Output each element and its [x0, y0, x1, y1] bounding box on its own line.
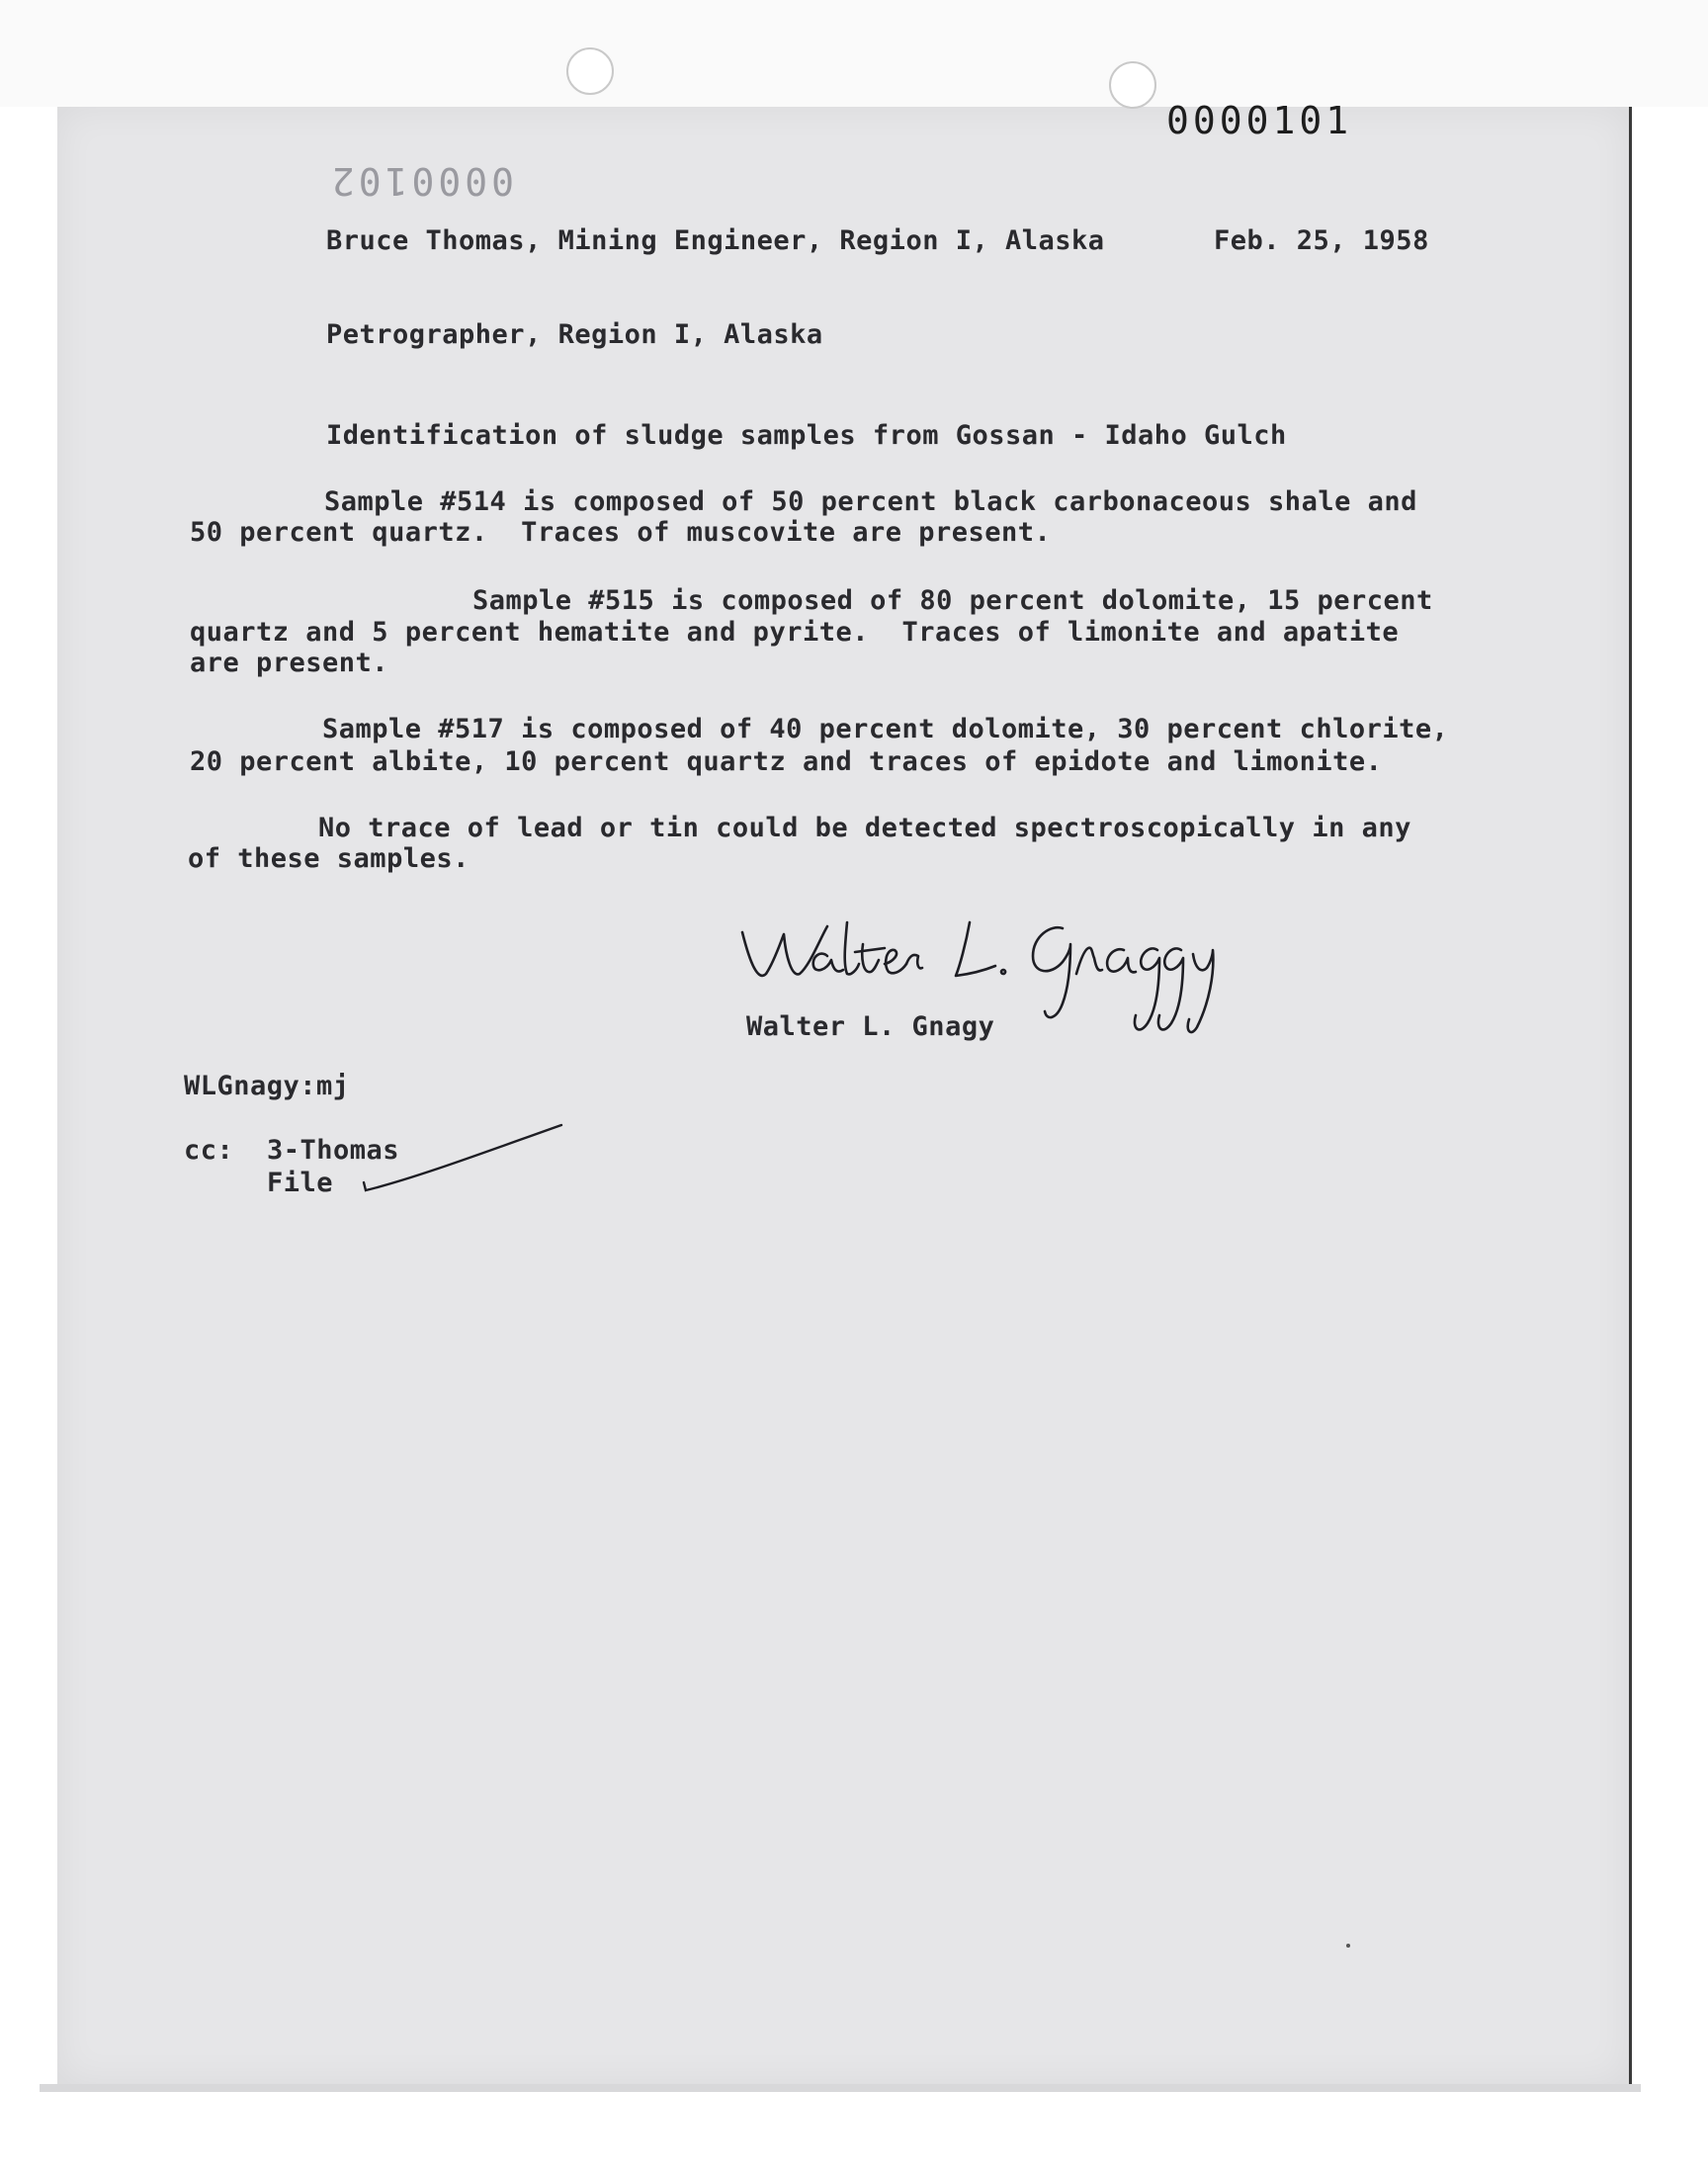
page-top-margin [0, 0, 1708, 107]
page-number-faded-stamp: 0000102 [327, 159, 514, 203]
paragraph-2-line-1: Sample #515 is composed of 80 percent dolomite, 15 percent [472, 585, 1433, 616]
paragraph-2-line-3: are present. [190, 648, 389, 678]
paragraph-4-line-1: No trace of lead or tin could be detected spectroscopically in any [318, 813, 1411, 843]
cc-recipient-2: File [267, 1168, 334, 1198]
cc-recipient-1: 3-Thomas [267, 1135, 400, 1166]
punch-hole-left [566, 47, 614, 95]
typed-signature: Walter L. Gnagy [746, 1011, 995, 1042]
pencil-dot [1346, 1944, 1350, 1948]
paragraph-3-line-1: Sample #517 is composed of 40 percent dolomite, 30 percent chlorite, [322, 714, 1449, 744]
date: Feb. 25, 1958 [1214, 225, 1429, 256]
paragraph-1-line-2: 50 percent quartz. Traces of muscovite are present. [190, 517, 1052, 548]
paragraph-3-line-2: 20 percent albite, 10 percent quartz and traces of epidote and limonite. [190, 746, 1383, 777]
page-bottom-edge [40, 2084, 1641, 2092]
punch-hole-right [1109, 61, 1156, 109]
to-line: Petrographer, Region I, Alaska [326, 319, 823, 350]
check-mark [356, 1119, 573, 1198]
subject-line: Identification of sludge samples from Gossan - Idaho Gulch [326, 420, 1287, 451]
initials-line: WLGnagy:mj [184, 1071, 350, 1101]
paragraph-4-line-2: of these samples. [188, 843, 470, 874]
page-number-stamp: 0000101 [1166, 99, 1353, 142]
cc-label: cc: [184, 1135, 234, 1166]
paragraph-2-line-2: quartz and 5 percent hematite and pyrite. Traces of limonite and apatite [190, 617, 1400, 648]
from-line: Bruce Thomas, Mining Engineer, Region I, Alaska [326, 225, 1105, 256]
paragraph-1-line-1: Sample #514 is composed of 50 percent black carbonaceous shale and [324, 486, 1417, 517]
